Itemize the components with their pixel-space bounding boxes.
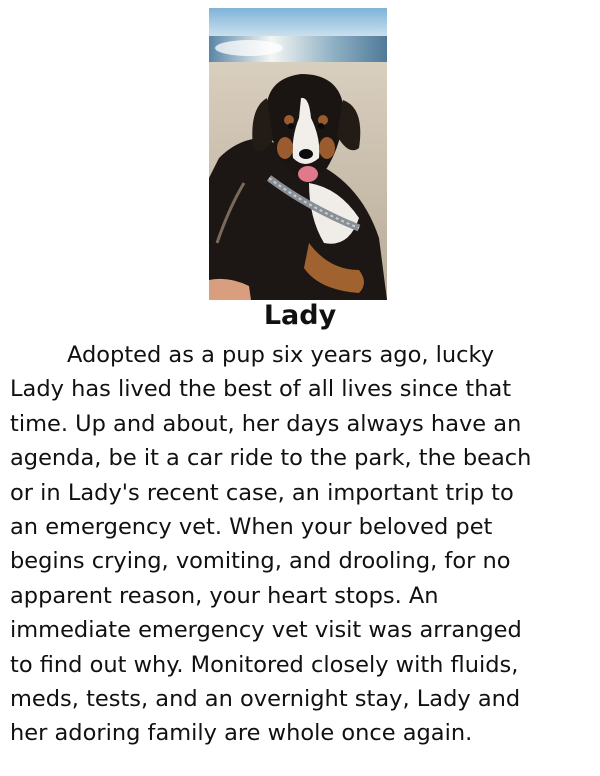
dog-photo [209, 8, 387, 300]
story-line: meds, tests, and an overnight stay, Lady and [10, 686, 521, 713]
pet-name-title: Lady [263, 300, 337, 331]
story-line: time. Up and about, her days always have an [10, 410, 522, 437]
story-line: Adopted as a pup six years ago, lucky [67, 342, 495, 368]
story-line: begins crying, vomiting, and drooling, for no [10, 548, 511, 575]
story-paragraph [10, 338, 594, 751]
story-line: to find out why. Monitored closely with fluids, [10, 651, 519, 678]
story-line: immediate emergency vet visit was arranged [10, 617, 522, 644]
story-line: her adoring family are whole once again. [10, 720, 473, 747]
story-line: apparent reason, your heart stops. An [10, 582, 439, 609]
story-line: agenda, be it a car ride to the park, the beach [10, 445, 532, 472]
story-line: Lady has lived the best of all lives since that [10, 376, 512, 403]
story-line: or in Lady's recent case, an important trip to [10, 479, 514, 506]
story-line: an emergency vet. When your beloved pet [10, 514, 493, 541]
